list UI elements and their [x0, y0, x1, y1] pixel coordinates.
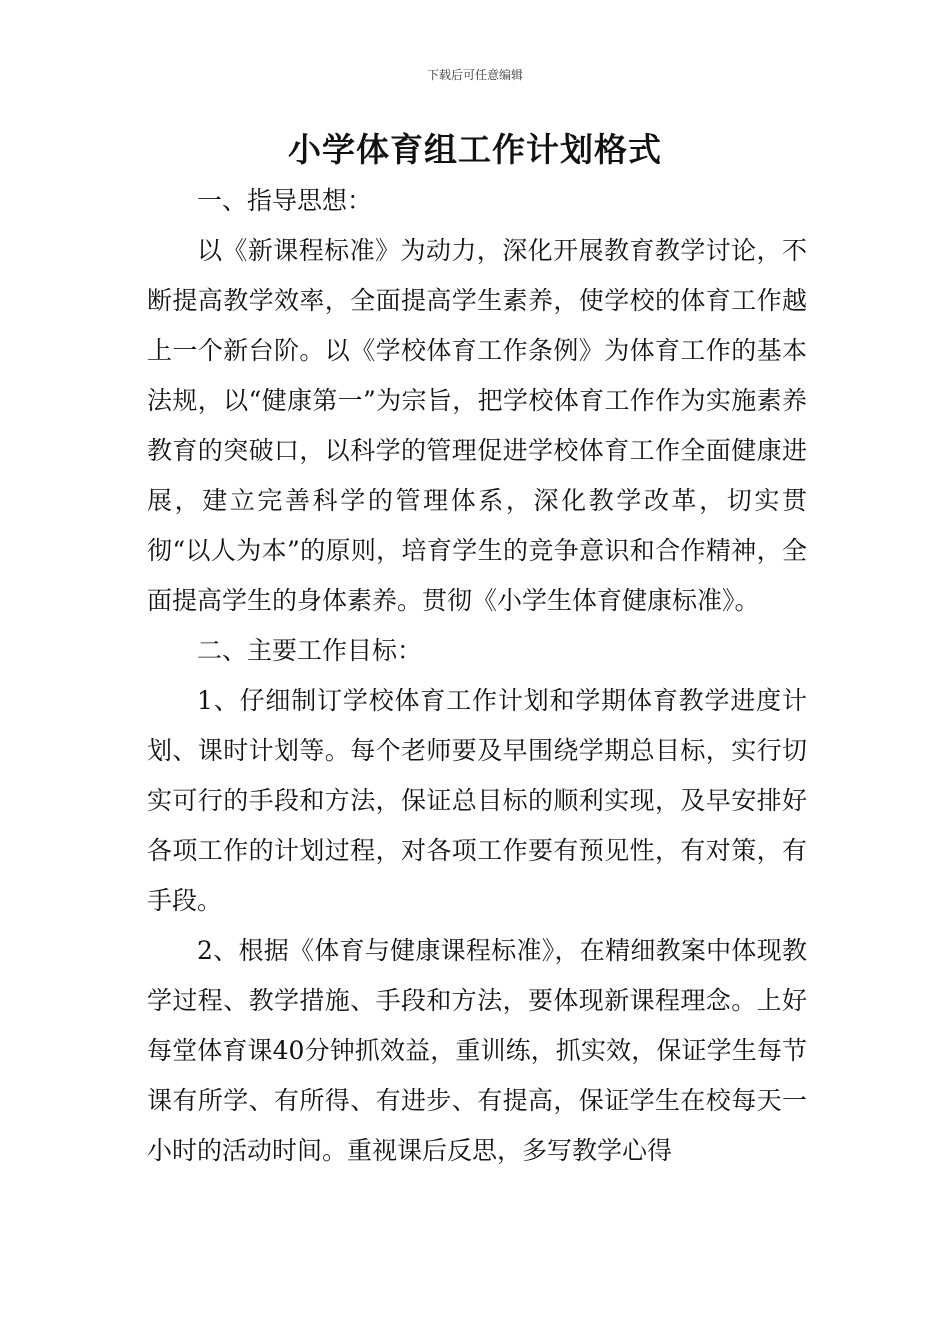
paragraph-guiding-thought: 以《新课程标准》为动力，深化开展教育教学讨论，不断提高教学效率，全面提高学生素养，使学校的体育工作越上一个新台阶。以《学校体育工作条例》为体育工作的基本法规，以“健康第一”为宗旨，把学校体育工作作为实施素养教育的突破口，以科学的管理促进学校体育工作全面健康进展，建立完善科学的管理体系，深化教学改革，切实贯彻“以人为本”的原则，培育学生的竞争意识和合作精神，全面提高学生的身体素养。贯彻《小学生体育健康标准》。	[147, 236, 807, 615]
header-note: 下载后可任意编辑	[426, 68, 523, 82]
document-body	[147, 176, 807, 1176]
document-title: 小学体育组工作计划格式	[288, 130, 662, 169]
paragraph-goal-1: 1、仔细制订学校体育工作计划和学期体育教学进度计划、课时计划等。每个老师要及早围绕学期总目标，实行切实可行的手段和方法，保证总目标的顺利实现，及早安排好各项工作的计划过程，对各项工作要有预见性，有对策，有手段。	[147, 686, 807, 915]
section-heading-main-goals: 二、主要工作目标：	[197, 636, 423, 665]
paragraph-goal-2: 2、根据《体育与健康课程标准》，在精细教案中体现教学过程、教学措施、手段和方法，要体现新课程理念。上好每堂体育课40分钟抓效益，重训练，抓实效，保证学生每节课有所学、有所得、有进步、有提高，保证学生在校每天一小时的活动时间。重视课后反思，多写教学心得	[147, 936, 807, 1165]
section-heading-guiding-thought: 一、指导思想：	[197, 186, 373, 215]
